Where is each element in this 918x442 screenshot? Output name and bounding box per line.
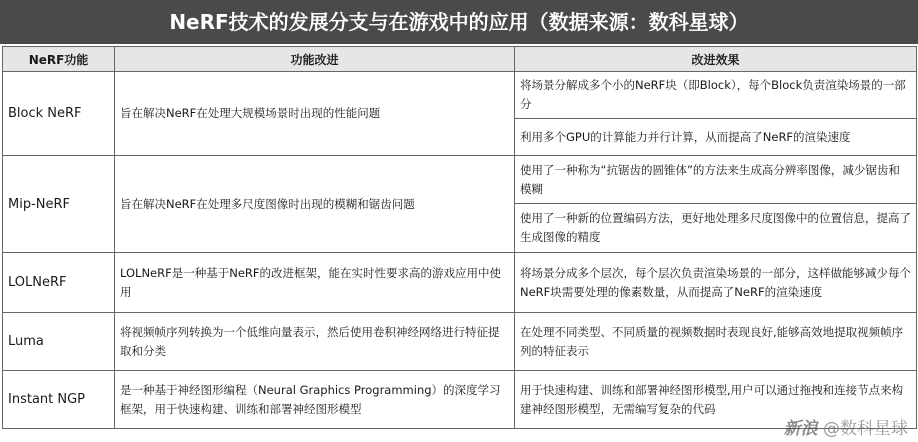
effect-cell: 使用了一种新的位置编码方法，更好地处理多尺度图像中的位置信息，提高了生成图像的精度 [515, 204, 917, 253]
page-title: NeRF技术的发展分支与在游戏中的应用（数据来源：数科星球） [0, 0, 918, 46]
header-feature: NeRF功能 [3, 47, 115, 72]
header-effect: 改进效果 [515, 47, 917, 72]
feature-cell: Luma [3, 313, 115, 371]
table-row [3, 371, 917, 429]
watermark [784, 414, 908, 439]
table-row [3, 253, 917, 313]
feature-cell: Block NeRF [3, 72, 115, 156]
table-row [3, 156, 917, 204]
improvement-cell: LOLNeRF是一种基于NeRF的改进框架，能在实时性要求高的游戏应用中使用 [115, 253, 515, 313]
improvement-cell: 旨在解决NeRF在处理多尺度图像时出现的模糊和锯齿问题 [115, 156, 515, 253]
feature-cell: Mip-NeRF [3, 156, 115, 253]
feature-cell: LOLNeRF [3, 253, 115, 313]
weibo-logo: 新浪 [783, 419, 818, 439]
watermark-text: @数科星球 [823, 419, 908, 439]
effect-cell: 将场景分解成多个小的NeRF块（即Block），每个Block负责渲染场景的一部分 [515, 72, 917, 119]
effect-cell: 在处理不同类型、不同质量的视频数据时表现良好,能够高效地提取视频帧序列的特征表示 [515, 313, 917, 371]
table-row [3, 313, 917, 371]
effect-cell: 用于快速构建、训练和部署神经图形模型,用户可以通过拖拽和连接节点来构建神经图形模型，无需编写复杂的代码 [515, 371, 917, 429]
effect-cell: 利用多个GPU的计算能力并行计算，从而提高了NeRF的渲染速度 [515, 119, 917, 156]
effect-cell: 将场景分成多个层次，每个层次负责渲染场景的一部分，这样做能够减少每个NeRF块需要处理的像素数量，从而提高了NeRF的渲染速度 [515, 253, 917, 313]
header-improvement: 功能改进 [115, 47, 515, 72]
effect-cell: 使用了一种称为“抗锯齿的圆锥体”的方法来生成高分辨率图像，减少锯齿和模糊 [515, 156, 917, 204]
improvement-cell: 是一种基于神经图形编程（Neural Graphics Programming）的深度学习框架，用于快速构建、训练和部署神经图形模型 [115, 371, 515, 429]
table-header-row [3, 47, 917, 72]
improvement-cell: 将视频帧序列转换为一个低维向量表示，然后使用卷积神经网络进行特征提取和分类 [115, 313, 515, 371]
improvement-cell: 旨在解决NeRF在处理大规模场景时出现的性能问题 [115, 72, 515, 156]
feature-cell: Instant NGP [3, 371, 115, 429]
table-row [3, 72, 917, 119]
nerf-table [2, 46, 917, 429]
